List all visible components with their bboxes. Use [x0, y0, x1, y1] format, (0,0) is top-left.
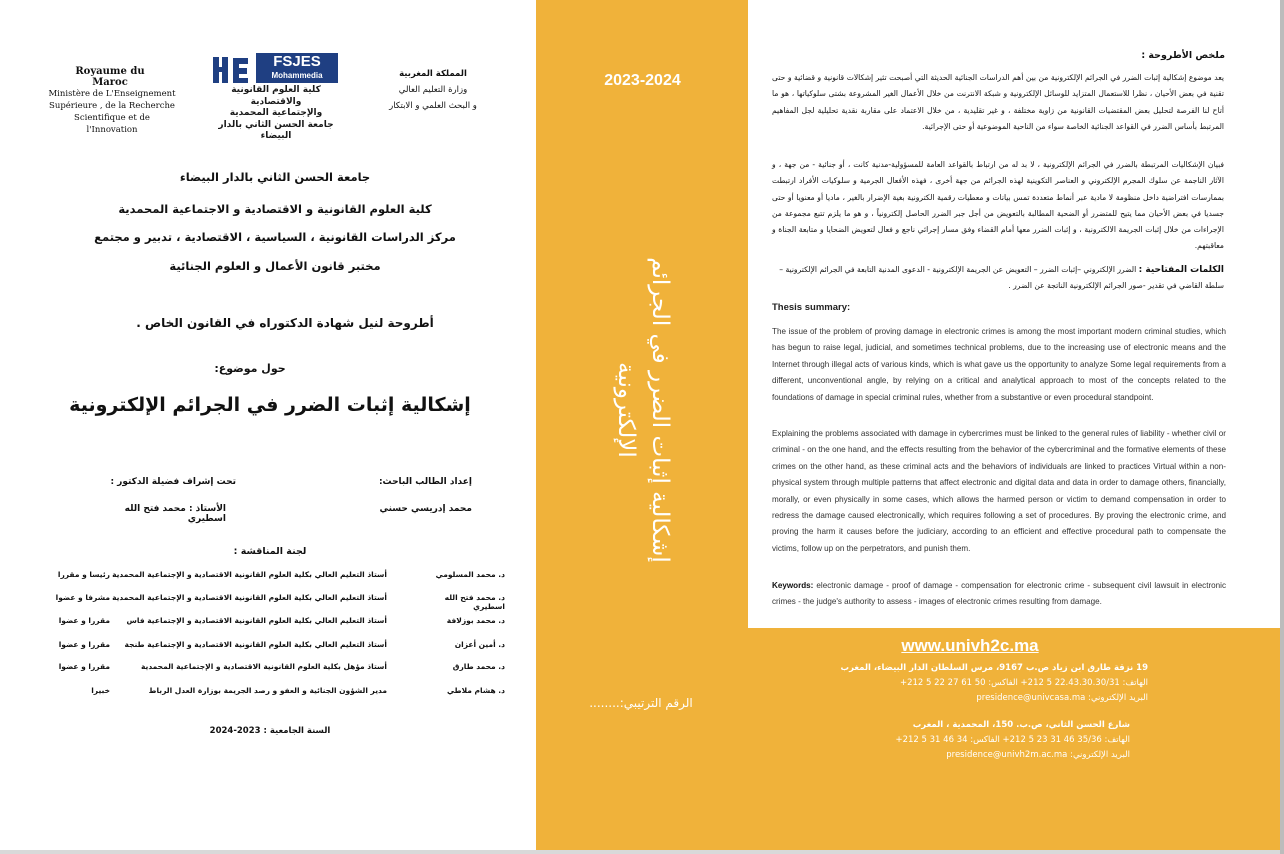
address-block-casablanca — [820, 661, 1148, 706]
committee-row — [50, 570, 505, 584]
spine-title-text — [609, 230, 677, 590]
supervisor-label: تحت إشراف فضيلة الدكتور : — [110, 477, 236, 487]
logo-ar-line: كلية العلوم القانونية والاقتصادية — [231, 85, 321, 107]
committee-member-institution: أستاذ مؤهل بكلية العلوم القانونية الاقتصادية و الإجتماعية المحمدية — [140, 662, 387, 671]
logo-badge — [256, 53, 338, 83]
committee-member-institution: أستاذ التعليم العالي بكلية العلوم القانونية الاقتصادية و الإجتماعية المحمدية — [112, 570, 387, 579]
student-name: محمد إدريسي حسني — [379, 504, 472, 514]
arabic-keywords-label: الكلمات المفتاحية : — [1138, 265, 1224, 275]
lab-name: مختبر قانون الأعمال و العلوم الجنائية — [169, 259, 381, 273]
committee-member-name: د. محمد بوزلافة — [446, 616, 505, 625]
logo-ar-line: والإجتماعية المحمدية — [229, 108, 323, 118]
fsjes-logo — [212, 53, 340, 141]
spine-title-line: الإلكترونية — [613, 362, 639, 458]
faculty-name: كلية العلوم القانونية و الاقتصادية و الاجتماعية المحمدية — [118, 202, 432, 216]
committee-member-name: د. محمد فتح الله اسطيري — [444, 593, 505, 611]
committee-member-name: د. محمد طارق — [452, 662, 505, 671]
student-label: إعداد الطالب الباحث: — [378, 477, 472, 487]
committee-title: لجنة المناقشة : — [233, 546, 307, 557]
arabic-summary-title: ملخص الأطروحة : — [1141, 50, 1225, 61]
address-email: البريد الإلكتروني: presidence@univh2m.ac.ma — [946, 750, 1130, 760]
serial-number-label: الرقم الترتيبي:........ — [589, 696, 693, 710]
committee-row — [50, 593, 505, 611]
center-name: مركز الدراسات القانونية ، السياسية ، الاقتصادية ، تدبير و مجتمع — [94, 230, 456, 244]
spine-year: 2023-2024 — [604, 72, 681, 89]
arabic-summary-paragraph: فبيان الإشكاليات المرتبطة بالضرر في الجرائم الإلكترونية ، لا بد له من ارتباط بالقواعد العامة للمسؤولية-مدنية كانت ، أو جنائية - من جهة ، و الآثار الناجمة عن سلوك المجرم الإلكتروني و العناصر التكوينية لهذه الجرائم من جهة أخرى ، فهذه الأفعال الجرمية و سلوكيات الأفراد ارتبطت بممارسات افتراضية داخل منظومة لا مادية عبر أنماط متعددة تمس بيانات و معطيات رقمية الكترونية بغية الإضرار بالغير ، ماديا أو معنويا أو حتى جسديا في بعض الأحيان مما يتيح للمتضرر أو الضحية المطالبة بالتعويض من أجل جبر الضرر الحاصل إلكترونياً ، و هو ما يلزم تتبع مجموعة من الإجراءات من خلال إثبات الجريمة الالكترونية ، و إثبات الضرر معها أمام القضاء وفق مسار إجرائي ناجع و فعال لتعويض الضحايا و متابعة الجناة و معاقبتهم. — [772, 160, 1224, 251]
website-link[interactable]: www.univh2c.ma — [901, 636, 1039, 655]
thesis-title: إشكالية إثبات الضرر في الجرائم الإلكترونية — [69, 394, 471, 416]
committee-member-name: د. أمين أعزان — [454, 640, 505, 649]
committee-member-role: مقررا و عضوا — [58, 640, 110, 649]
spine-title-line: إشكالية إثبات الضرر في الجرائم — [647, 257, 673, 563]
committee-member-name: د. هشام ملاطي — [446, 686, 505, 695]
logo-arabic-text — [210, 85, 342, 143]
address-phone: الهاتف: 35/36 46 31 23 5 212+ الفاكس: 34 46 31 5 212+ — [895, 735, 1130, 745]
page-edge — [1280, 0, 1284, 854]
committee-member-institution: مدير الشؤون الجنائية و العفو و رصد الجريمة بوزارة العدل الرباط — [148, 686, 387, 695]
thesis-degree-line: أطروحة لنيل شهادة الدكتوراه في القانون الخاص . — [136, 316, 434, 330]
address-email: البريد الإلكتروني: presidence@univcasa.ma — [976, 693, 1148, 703]
arabic-keywords-text: الضرر الإلكتروني –إثبات الضرر – التعويض عن الجريمة الإلكترونية - الدعوى المدنية التابعة في الجرائم الإلكترونية –سلطة القاضي في تقدير -صور الجرائم الإلكترونية الناتجة عن الضرر . — [779, 265, 1224, 290]
mamlaka-line: وزارة التعليم العالي — [398, 85, 468, 95]
logo-badge-text: FSJES — [273, 53, 321, 70]
logo-ar-line: جامعة الحسن الثاني بالدار البيضاء — [218, 119, 334, 141]
spine-title — [598, 230, 688, 590]
logo-emblem-icon — [212, 55, 250, 85]
committee-member-role: خبيرا — [91, 686, 110, 695]
ministere-line: Scientifique et de l'Innovation — [74, 113, 150, 135]
ministere-line: Supérieure , de la Recherche — [49, 101, 175, 111]
arabic-keywords — [772, 262, 1224, 294]
english-summary-paragraph: Explaining the problems associated with damage in cybercrimes must be linked to the general rules of liability - whether civil or criminal - on the one hand, and the effects resulting from the behavior of the cybercriminal and the formative elements of these crimes on the other hand, as these criminal acts and the behaviors of individuals are linked to practices Virtual within a non-physical system through multiple patterns that affect electronic and digital data and data in order to damage others, financially, morally, or even physically in some cases, which allows the harmed person or victim to demand compensation in order to redress the damage caused electronically, which requires following a set of procedures. By proving the electronic crime, and proving the harm it causes before the judiciary, according to an efficient and effective procedural path to compensate the victims, follow up on the perpetrators, and punish them. — [772, 429, 1226, 553]
committee-member-role: مشرفا و عضوا — [55, 593, 110, 602]
committee-row — [50, 616, 505, 630]
english-summary-title: Thesis summary: — [772, 302, 851, 313]
arabic-summary-paragraph: يعد موضوع إشكالية إثبات الضرر في الجرائم الإلكترونية من بين أهم الدراسات الجنائية الحديثة التي أصبحت تثير إشكالات قانونية و قضائية و حتى تقنية في بعض الأحيان ، نظرا للاستعمال المتزايد للوسائل الإلكترونية و شبكة الانترنت من خلال الأعمال الغير المشروعة بشتى سلوكياتها ، هو ما أتاح لنا الفرصة لتحليل بعض المقتضيات القانونية من زاوية مختلفة ، و غير تقليدية ، من خلال الاعتماد على مقاربة نقدية تحليلية لجل المفاهيم المرتبط بأساس الضرر في القواعد الجنائية الخاصة سواء من الناحية الموضوعية أو حتى الإجرائية. — [772, 73, 1224, 131]
mamlaka-line: و البحث العلمي و الابتكار — [389, 101, 477, 111]
committee-member-role: مقررا و عضوا — [58, 662, 110, 671]
address-block-mohammedia — [820, 718, 1130, 763]
english-summary-paragraph: The issue of the problem of proving damage in electronic crimes is among the most important modern criminal studies, which has begun to raise legal, judicial, and sometimes technical problems, due to the increasing use of electronic means and the Internet through illegal acts of various kinds, which is what gave us the opportunity to analyze Some legal requirements from a different, unconventional angle, by relying on a critical and analytical approach to most of the concepts related to the foundations of damage in special criminal rules, whether from a substantive or even procedural standpoint. — [772, 327, 1226, 402]
committee-member-institution: أستاذ التعليم العالي بكلية العلوم القانونية الاقتصادية و الإجتماعية فاس — [126, 616, 387, 625]
mamlaka-label — [388, 66, 478, 114]
committee-row — [50, 686, 505, 700]
committee-member-institution: أستاذ التعليم العالي بكلية العلوم القانونية الاقتصادية و الإجتماعية طنجة — [124, 640, 387, 649]
committee-row — [50, 640, 505, 654]
committee-member-institution: أستاذ التعليم العالي بكلية العلوم القانونية الاقتصادية و الإجتماعية المحمدية — [112, 593, 387, 602]
logo-badge-sub: Mohammedia — [271, 71, 323, 80]
address-line: 19 نزقة طارق ابن زياد ص.ب 9167، مرس السلطان الدار البيضاء، المغرب — [840, 663, 1148, 673]
english-keywords — [772, 578, 1226, 611]
committee-member-role: رئيسا و مقررا — [57, 570, 110, 579]
english-keywords-label: Keywords: — [772, 581, 814, 590]
committee-member-role: مقررا و عضوا — [58, 616, 110, 625]
academic-year: السنة الجامعية : 2023-2024 — [209, 726, 331, 736]
ministere-line: Ministère de L'Enseignement — [48, 89, 176, 99]
royaume-label: Royaume du Maroc — [75, 66, 145, 88]
university-name: جامعة الحسن الثاني بالدار البيضاء — [179, 170, 371, 184]
about-label: حول موضوع: — [214, 362, 286, 375]
supervisor-name: الأستاذ : محمد فتح الله اسطيري — [124, 504, 226, 524]
address-line: شارع الحسن الثاني، ص.ب. 150، المحمدية ، المغرب — [912, 720, 1130, 730]
committee-row — [50, 662, 505, 676]
committee-member-name: د. محمد المسلومي — [435, 570, 505, 579]
ministere-label — [48, 88, 176, 136]
mamlaka-line: المملكة المغربية — [399, 69, 467, 79]
english-keywords-text: electronic damage - proof of damage - compensation for electronic crime - subsequent civil lawsuit in electronic crimes - the judge's authority to assess - images of electronic crimes resulting from damage. — [772, 581, 1226, 607]
address-phone: الهاتف: 22.43.30.30/31 5 212+ الفاكس: 50 61 27 22 5 212+ — [899, 678, 1148, 688]
